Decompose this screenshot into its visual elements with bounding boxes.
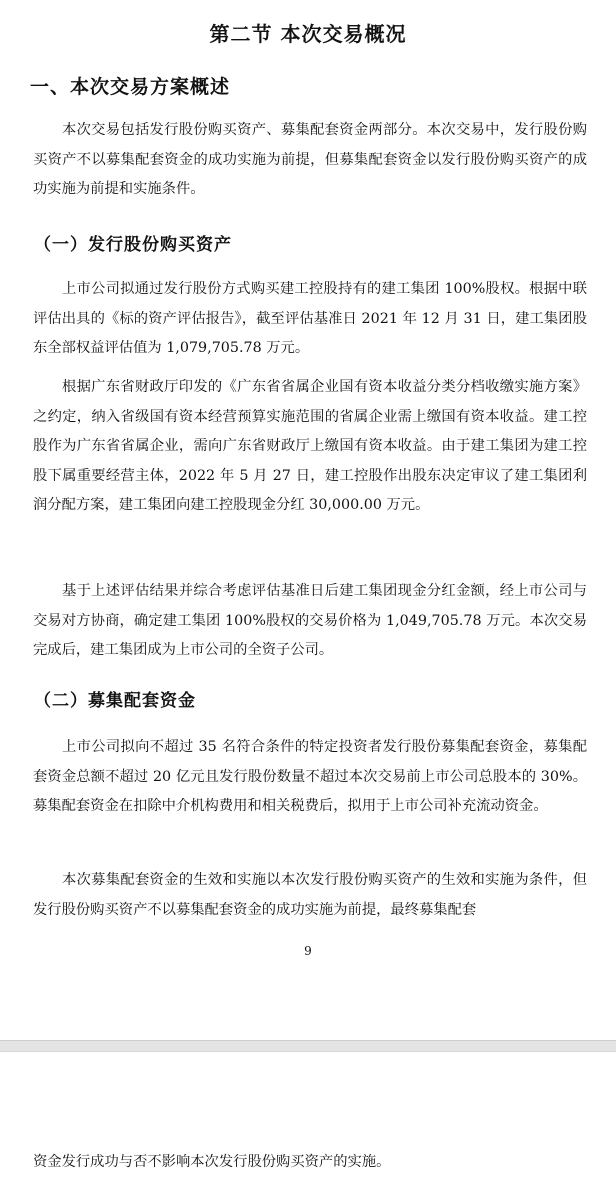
heading-share-issuance: （一）发行股份购买资产 [34, 235, 232, 255]
paragraph-supporting-funds-2: 本次募集配套资金的生效和实施以本次发行股份购买资产的生效和实施为条件，但发行股份购买资产不以募集配套资金的成功实施为前提，最终募集配套 [33, 872, 587, 918]
page-separator [0, 1040, 616, 1052]
next-page [0, 1052, 616, 1180]
paragraph-supporting-funds-1: 上市公司拟向不超过 35 名符合条件的特定投资者发行股份募集配套资金，募集配套资金总额不超过 20 亿元且发行股份数量不超过本次交易前上市公司总股本的 30%。募集配套资金在扣除中介机构费用和相关税费后，拟用于上市公司补充流动资金。 [33, 739, 587, 814]
paragraph-share-issuance-2: 根据广东省财政厅印发的《广东省省属企业国有资本收益分类分档收缴实施方案》之约定，纳入省级国有资本经营预算实施范围的省属企业需上缴国有资本收益。建工控股作为广东省省属企业，需向广东省财政厅上缴国有资本收益。由于建工集团为建工控股下属重要经营主体，2022 年 5 月 27 日，建工控股作出股东决定审议了建工集团利润分配方案，建工集团向建工控股现金分红 30,000.00 万元。 [33, 379, 587, 513]
next-page-continuation: 资金发行成功与否不影响本次发行股份购买资产的实施。 [33, 1154, 391, 1170]
heading-transaction-overview: 一、本次交易方案概述 [30, 76, 231, 98]
paragraph-share-issuance-1: 上市公司拟通过发行股份方式购买建工控股持有的建工集团 100%股权。根据中联评估出具的《标的资产评估报告》，截至评估基准日 2021 年 12 月 31 日，建工集团股东全部权益评估值为 1,079,705.78 万元。 [33, 281, 587, 356]
paragraph-share-issuance-3: 基于上述评估结果并综合考虑评估基准日后建工集团现金分红金额，经上市公司与交易对方协商，确定建工集团 100%股权的交易价格为 1,049,705.78 万元。本次交易完成后，建工集团成为上市公司的全资子公司。 [33, 583, 587, 658]
heading-supporting-funds: （二）募集配套资金 [34, 691, 196, 711]
page-number: 9 [304, 944, 312, 958]
section-title: 第二节 本次交易概况 [209, 22, 407, 46]
intro-paragraph: 本次交易包括发行股份购买资产、募集配套资金两部分。本次交易中，发行股份购买资产不以募集配套资金的成功实施为前提，但募集配套资金以发行股份购买资产的成功实施为前提和实施条件。 [33, 122, 587, 197]
